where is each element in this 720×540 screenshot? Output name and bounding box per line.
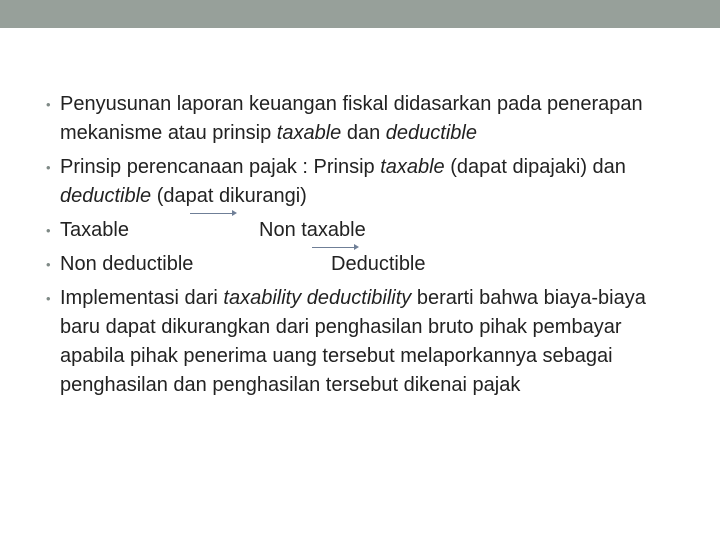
italic-term: taxable xyxy=(276,122,342,144)
text-segment: Implementasi dari xyxy=(60,287,224,309)
bullet-item-1 xyxy=(46,90,666,148)
text-segment: Prinsip perencanaan pajak : Prinsip xyxy=(60,156,381,178)
italic-term: taxability deductibility xyxy=(223,287,412,309)
bullet-marker: • xyxy=(46,97,51,112)
italic-term: deductible xyxy=(60,185,152,207)
bullet-marker: • xyxy=(46,223,51,238)
bullet-marker: • xyxy=(46,291,51,306)
deductible-row xyxy=(60,250,666,279)
bullet-text-5 xyxy=(60,284,666,400)
italic-term: deductible xyxy=(385,122,477,144)
top-banner xyxy=(0,0,720,28)
non-deductible-label: Non deductible xyxy=(60,253,194,275)
non-taxable-label: Non taxable xyxy=(259,219,366,241)
text-segment: dan xyxy=(341,122,386,144)
text-segment: (dapat dipajaki) dan xyxy=(444,156,626,178)
italic-term: taxable xyxy=(380,156,445,178)
taxable-row xyxy=(60,216,666,245)
text-segment: (dapat dikurangi) xyxy=(151,185,307,207)
bullet-item-5 xyxy=(46,284,666,400)
bullet-item-4 xyxy=(46,250,666,279)
bullet-marker: • xyxy=(46,257,51,272)
taxable-label: Taxable xyxy=(60,219,129,241)
arrow-icon xyxy=(190,213,234,214)
arrow-icon xyxy=(312,247,356,248)
deductible-label: Deductible xyxy=(331,253,426,275)
bullet-marker: • xyxy=(46,160,51,175)
text-segment: berarti bahwa biaya-biaya baru dapat dikurangkan dari penghasilan bruto pihak pembayar apabila pihak penerima uang tersebut melaporkannya sebagai penghasilan dan penghasilan tersebut dikenai pajak xyxy=(60,287,646,396)
bullet-text-2 xyxy=(60,153,666,211)
bullet-item-2 xyxy=(46,153,666,211)
text-segment: Penyusunan laporan keuangan fiskal didasarkan pada penerapan mekanisme atau prinsip xyxy=(60,93,643,144)
bullet-item-3 xyxy=(46,216,666,245)
bullet-text-1 xyxy=(60,90,666,148)
bullet-list xyxy=(46,90,666,405)
